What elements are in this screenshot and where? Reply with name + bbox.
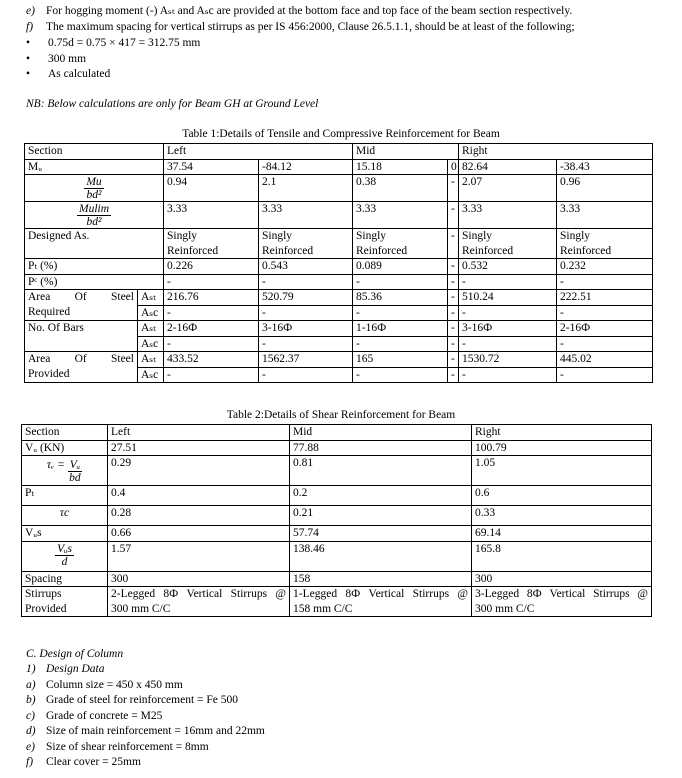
list-item-f: f) The maximum spacing for vertical stirrups as per IS 456:2000, Clause 26.5.1.1, should be at least of the following;	[26, 21, 575, 33]
table-row: Section Left Mid Right	[22, 425, 652, 441]
table-row: Designed As. Singly Reinforced Singly Reinforced Singly Reinforced - Singly Reinforced Singly Reinforced	[25, 229, 653, 259]
list-item-e: e) For hogging moment (-) Aₛₜ and Aₛc are provided at the bottom face and top face of the beam section respectively.	[26, 5, 573, 17]
table-row: No. Of Bars Aₛₜ 2-16Ф 3-16Ф 1-16Ф - 3-16Ф 2-16Ф	[25, 321, 653, 337]
list-item: f) Clear cover = 25mm	[26, 756, 141, 768]
column-heading: C. Design of Column	[26, 648, 124, 660]
nb-note: NB: Below calculations are only for Beam GH at Ground Level	[26, 98, 319, 110]
table2-caption: Table 2:Details of Shear Reinforcement for Beam	[226, 409, 456, 421]
table-row: Vᵤs 0.66 57.74 69.14	[22, 526, 652, 542]
bullet-item: • 300 mm	[26, 53, 87, 65]
mu-bd2-fraction: $\frac{Mu}{\text{bd²}}$	[86, 176, 102, 201]
table-row: Spacing 300 158 300	[22, 571, 652, 587]
table-row: $\frac{Mu}{\text{bd²}}$ 0.94 2.1 0.38 - 2.07 0.96	[25, 175, 653, 202]
table-row: Aₛc - - - - - -	[25, 336, 653, 352]
table-row: Area Of Steel Required Aₛₜ 216.76 520.79 85.36 - 510.24 222.51	[25, 290, 653, 306]
shear-table	[21, 424, 652, 617]
table-row: $\frac{Mulim}{\text{bd²}}$ 3.33 3.33 3.33 - 3.33 3.33	[25, 202, 653, 229]
list-item: b) Grade of steel for reinforcement = Fe 500	[26, 694, 239, 706]
table-row: Area Of Steel Provided Aₛₜ 433.52 1562.37 165 - 1530.72 445.02	[25, 352, 653, 368]
table-row: τᵥ = $\frac{\text{Vᵤ}}{bd}$ 0.29 0.81 1.05	[22, 456, 652, 486]
table-row: Aₛc - - - - - -	[25, 305, 653, 321]
reinforcement-table	[24, 143, 653, 383]
list-item: a) Column size = 450 x 450 mm	[26, 679, 183, 691]
list-item: d) Size of main reinforcement = 16mm and 22mm	[26, 725, 265, 737]
table-row: Pᶜ (%) - - - - - -	[25, 274, 653, 290]
table-row: Stirrups Provided 2-Legged 8Ф Vertical Stirrups @ 300 mm C/C 1-Legged 8Ф Vertical Stirrups @ 158 mm C/C 3-Legged 8Ф Vertical Stirrups @ 300 mm C/C	[22, 587, 652, 617]
table-row: Vᵤ (KN) 27.51 77.88 100.79	[22, 440, 652, 456]
bullet-item: • As calculated	[26, 68, 111, 80]
bullet-item: • 0.75d = 0.75 × 417 = 312.75 mm	[26, 37, 201, 49]
table-row: $\frac{\text{Vᵤs}}{d}$ 1.57 138.46 165.8	[22, 541, 652, 571]
list-item: e) Size of shear reinforcement = 8mm	[26, 741, 209, 753]
table-row: Section Left Mid Right	[25, 144, 653, 160]
table-row: Pₜ (%) 0.226 0.543 0.089 - 0.532 0.232	[25, 259, 653, 275]
list-item: c) Grade of concrete = M25	[26, 710, 163, 722]
table-row: Aₛc - - - - - -	[25, 367, 653, 383]
table1-caption: Table 1:Details of Tensile and Compressive Reinforcement for Beam	[182, 128, 500, 140]
table-row: Pₜ 0.4 0.2 0.6	[22, 486, 652, 506]
design-data-heading: 1) Design Data	[26, 663, 105, 675]
table-row: τc 0.28 0.21 0.33	[22, 506, 652, 526]
table-row: Mᵤ 37.54 -84.12 15.18 0 82.64 -38.43	[25, 159, 653, 175]
mulim-bd2-fraction: $\frac{Mulim}{\text{bd²}}$	[78, 203, 110, 228]
